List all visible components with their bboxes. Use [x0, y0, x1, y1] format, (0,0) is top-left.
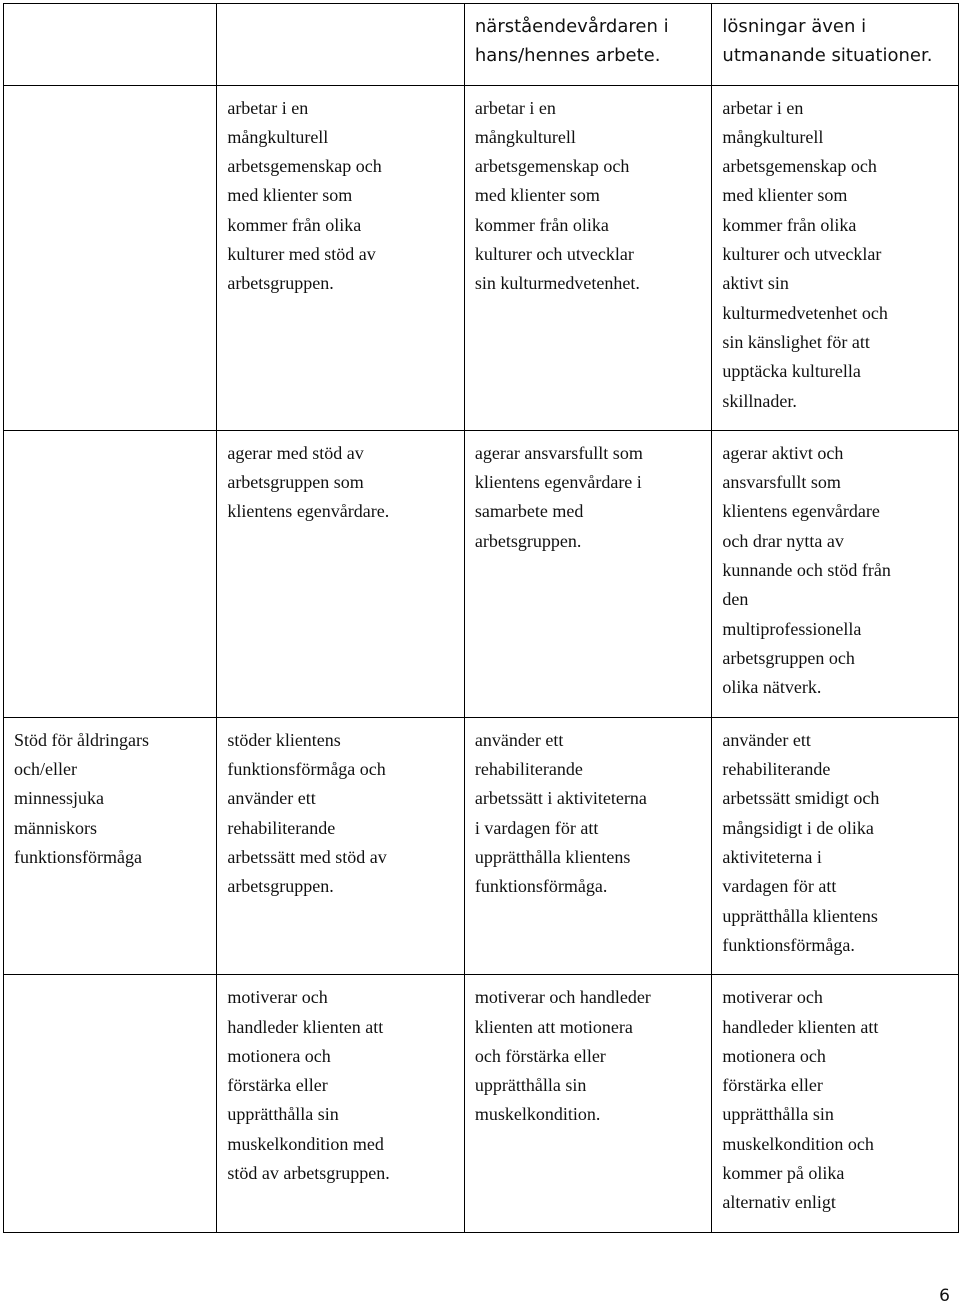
table-cell-topic	[4, 4, 217, 86]
table-cell-topic	[4, 85, 217, 430]
table-cell-level-1: stöder klientens funktionsförmåga och använder ett rehabiliterande arbetssätt med stöd av arbetsgruppen.	[217, 717, 465, 974]
table-cell-topic	[4, 975, 217, 1232]
table-cell-level-3: lösningar även i utmanande situationer.	[712, 4, 959, 86]
assessment-criteria-table	[3, 3, 959, 1233]
table-row	[4, 85, 959, 430]
table-row	[4, 975, 959, 1232]
table-cell-level-2: agerar ansvarsfullt som klientens egenvårdare i samarbete med arbetsgruppen.	[464, 430, 712, 717]
table-cell-level-1	[217, 4, 465, 86]
table-cell-level-3: arbetar i en mångkulturell arbetsgemenskap och med klienter som kommer från olika kulturer och utvecklar aktivt sin kulturmedvetenhet och sin känslighet för att upptäcka kulturella skillnader.	[712, 85, 959, 430]
table-cell-topic	[4, 430, 217, 717]
table-row	[4, 430, 959, 717]
table-row	[4, 4, 959, 86]
table-cell-level-3: motiverar och handleder klienten att motionera och förstärka eller upprätthålla sin muskelkondition och kommer på olika alternativ enligt	[712, 975, 959, 1232]
table-cell-level-2: närståendevårdaren i hans/hennes arbete.	[464, 4, 712, 86]
page-number: 6	[939, 1286, 950, 1306]
table-cell-level-2: arbetar i en mångkulturell arbetsgemenskap och med klienter som kommer från olika kulturer och utvecklar sin kulturmedvetenhet.	[464, 85, 712, 430]
table-cell-level-1: motiverar och handleder klienten att motionera och förstärka eller upprätthålla sin muskelkondition med stöd av arbetsgruppen.	[217, 975, 465, 1232]
table-cell-level-1: arbetar i en mångkulturell arbetsgemenskap och med klienter som kommer från olika kulturer med stöd av arbetsgruppen.	[217, 85, 465, 430]
table-cell-level-2: använder ett rehabiliterande arbetssätt i aktiviteterna i vardagen för att upprätthålla klientens funktionsförmåga.	[464, 717, 712, 974]
table-cell-level-2: motiverar och handleder klienten att motionera och förstärka eller upprätthålla sin muskelkondition.	[464, 975, 712, 1232]
table-cell-level-3: agerar aktivt och ansvarsfullt som klientens egenvårdare och drar nytta av kunnande och stöd från den multiprofessionella arbetsgruppen och olika nätverk.	[712, 430, 959, 717]
table-cell-level-3: använder ett rehabiliterande arbetssätt smidigt och mångsidigt i de olika aktiviteterna i vardagen för att upprätthålla klientens funktionsförmåga.	[712, 717, 959, 974]
table-row	[4, 717, 959, 974]
table-cell-level-1: agerar med stöd av arbetsgruppen som klientens egenvårdare.	[217, 430, 465, 717]
table-cell-topic: Stöd för åldringars och/eller minnessjuka människors funktionsförmåga	[4, 717, 217, 974]
